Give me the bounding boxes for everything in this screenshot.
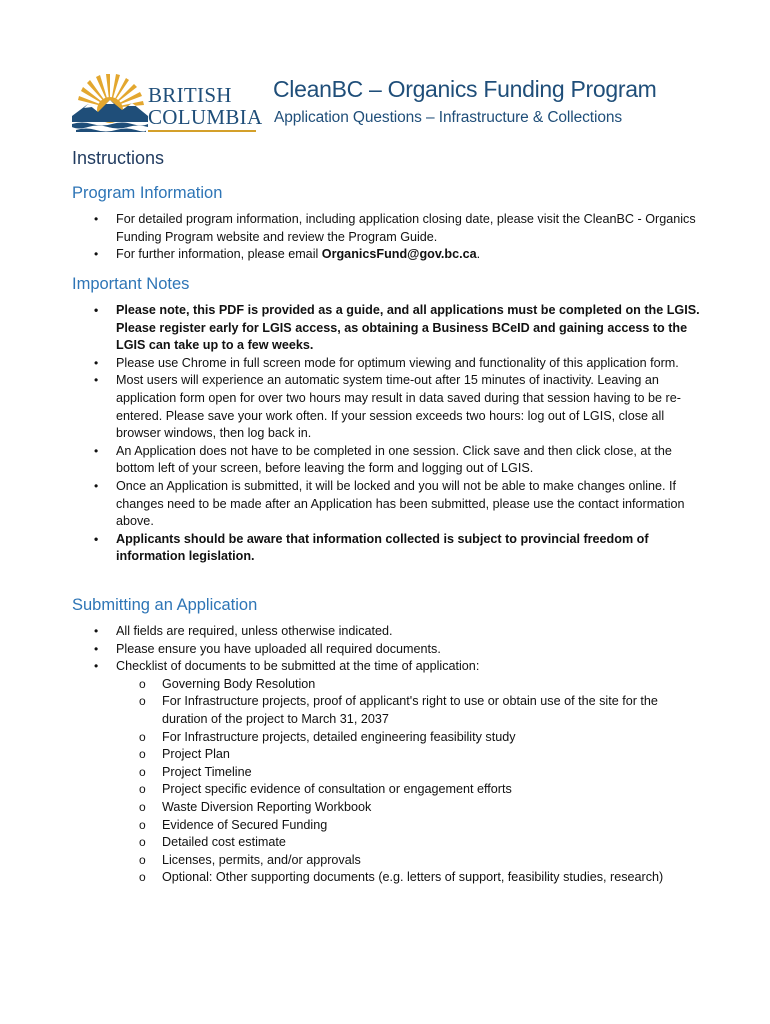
- document-title: CleanBC – Organics Funding Program: [273, 76, 657, 102]
- email-link[interactable]: OrganicsFund@gov.bc.ca: [321, 247, 477, 262]
- logo-underline: [148, 130, 256, 132]
- checklist-item: o Evidence of Secured Funding: [162, 817, 702, 835]
- program-info-heading: Program Information: [72, 184, 223, 202]
- checklist-item: o For Infrastructure projects, detailed engineering feasibility study: [162, 729, 702, 747]
- sun-mountain-icon: [70, 74, 150, 132]
- list-item: • Please use Chrome in full screen mode for optimum viewing and functionality of this application form.: [116, 355, 706, 373]
- important-notes-list: [116, 302, 706, 566]
- list-item: [116, 658, 706, 887]
- program-info-list: [116, 211, 706, 264]
- checklist-item: o Project Plan: [162, 746, 702, 764]
- logo-wordmark: [148, 84, 262, 128]
- submitting-list: [116, 623, 706, 887]
- checklist-item: o Detailed cost estimate: [162, 834, 702, 852]
- list-item: • Applicants should be aware that information collected is subject to provincial freedom of information legislation.: [116, 531, 706, 566]
- important-notes-heading: Important Notes: [72, 275, 190, 293]
- checklist-item: o Project specific evidence of consultation or engagement efforts: [162, 781, 702, 799]
- checklist-item: o Optional: Other supporting documents (e.g. letters of support, feasibility studies, research): [162, 869, 702, 887]
- list-item: • An Application does not have to be completed in one session. Click save and then click close, at the bottom left of your screen, before leaving the form and logging out of LGIS.: [116, 443, 706, 478]
- checklist: [162, 676, 702, 887]
- checklist-item: o For Infrastructure projects, proof of applicant's right to use or obtain use of the site for the duration of the project to March 31, 2037: [162, 693, 702, 728]
- list-item: • For detailed program information, including application closing date, please visit the CleanBC - Organics Funding Program website and review the Program Guide.: [116, 211, 706, 246]
- submitting-heading: Submitting an Application: [72, 596, 258, 614]
- list-item-text: Checklist of documents to be submitted at the time of application:: [116, 659, 480, 674]
- logo-line2: COLUMBIA: [148, 105, 263, 129]
- list-item: • Please note, this PDF is provided as a guide, and all applications must be completed on the LGIS. Please register early for LGIS access, as obtaining a Business BCeID and gaining access to the LGIS can take up to a few weeks.: [116, 302, 706, 355]
- document-subtitle: Application Questions – Infrastructure & Collections: [274, 109, 623, 126]
- instructions-heading: Instructions: [72, 148, 165, 168]
- list-item: • All fields are required, unless otherwise indicated.: [116, 623, 706, 641]
- checklist-item: o Waste Diversion Reporting Workbook: [162, 799, 702, 817]
- bc-logo: [70, 74, 263, 132]
- list-item: • Once an Application is submitted, it will be locked and you will not be able to make changes online. If changes need to be made after an Application has been submitted, please use the contact information above.: [116, 478, 706, 531]
- logo-line1: BRITISH: [148, 83, 232, 107]
- list-item: • Please ensure you have uploaded all required documents.: [116, 641, 706, 659]
- list-item-suffix: .: [476, 247, 481, 262]
- list-item-text: For further information, please email: [116, 247, 322, 262]
- list-item: [116, 246, 706, 264]
- list-item: • Most users will experience an automatic system time-out after 15 minutes of inactivity. Leaving an application form open for over two hours may result in data saved during that session having to be re-entered. Please save your work often. If your session exceeds two hours: log out of LGIS, close all browser windows, then log back in.: [116, 372, 706, 442]
- checklist-item: o Governing Body Resolution: [162, 676, 702, 694]
- checklist-item: o Project Timeline: [162, 764, 702, 782]
- checklist-item: o Licenses, permits, and/or approvals: [162, 852, 702, 870]
